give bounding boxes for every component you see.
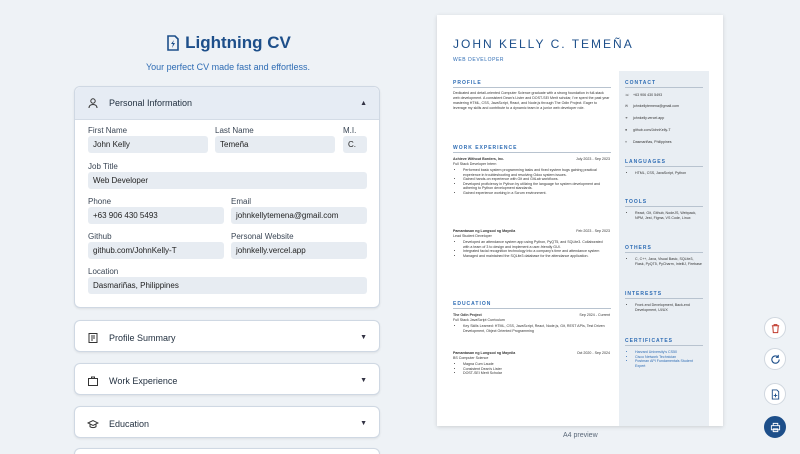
- cv-preview: [437, 15, 723, 426]
- list-item: • HTML, CSS, JavaScript, Python: [635, 171, 703, 176]
- cv-edu1-title: Full Stack JavaScript Curriculum: [453, 318, 505, 322]
- work-experience-header[interactable]: [75, 364, 379, 397]
- list-item: • Performed basic system programming tasks and fixed system bugs gaining practical experience in troubleshooting and resolving Odoo system issues.: [463, 168, 607, 177]
- work-experience-title: Work Experience: [109, 375, 178, 386]
- cv-contact-website: johnkelly.vercel.app: [633, 116, 665, 120]
- refresh-icon: [770, 354, 781, 365]
- github-input[interactable]: github.com/JohnKelly-T: [88, 242, 224, 259]
- list-item: • DOST-SEI Merit Scholar: [463, 371, 607, 376]
- divider: [625, 298, 703, 299]
- education-title: Education: [109, 418, 150, 429]
- cv-job2-date: Feb 2023 - Sep 2023: [576, 229, 610, 233]
- last-name-label: Last Name: [215, 126, 254, 135]
- divider: [625, 252, 703, 253]
- app-tagline: Your perfect CV made fast and effortless.: [145, 62, 311, 72]
- list-item[interactable]: • Cisco Network Technician: [635, 355, 703, 360]
- divider: [625, 166, 703, 167]
- caret-down-icon[interactable]: ▼: [360, 420, 367, 427]
- briefcase-icon: [87, 375, 99, 387]
- user-icon: [87, 97, 99, 109]
- divider: [453, 308, 611, 309]
- cv-name: JOHN KELLY C. TEMEÑA: [453, 37, 634, 51]
- first-name-label: First Name: [88, 126, 128, 135]
- work-experience-card[interactable]: [74, 363, 380, 395]
- list-item: • Gained hands-on experience with Git and GitLab workflows.: [463, 177, 607, 182]
- list-item: • Consistent Dean's Lister: [463, 367, 607, 372]
- list-item: • Key Skills Learned: HTML, CSS, JavaScript, React, Node.js, Git, REST APIs, Test Driven Development, Object Oriented Programming: [463, 324, 607, 333]
- list-item: • Developed an attendance system app using Python, PyQT5, and SQLite3. Collaborated with a team of 3 to design and implement a user-friendly GUI.: [463, 240, 607, 249]
- mi-input[interactable]: C.: [343, 136, 367, 153]
- list-item: • C, C++, Java, Visual Basic, SQLite3, Flask, PyQT5, PyCharm, IntelliJ, Firebase: [635, 257, 703, 266]
- github-label: Github: [88, 232, 112, 241]
- education-header[interactable]: [75, 407, 379, 440]
- app-title-text: Lightning CV: [185, 33, 291, 52]
- divider: [625, 87, 703, 88]
- phone-label: Phone: [88, 197, 112, 206]
- cv-contact-location: Dasmariñas, Philippines: [633, 140, 672, 144]
- cv-job2-bullets: [457, 240, 607, 258]
- cv-edu1-date: Sep 2024 - Current: [579, 313, 610, 317]
- cv-job1-date: July 2023 - Sep 2023: [576, 157, 610, 161]
- caret-up-icon[interactable]: ▲: [360, 99, 367, 107]
- brand: [0, 33, 456, 72]
- list-item: • Magna Cum Laude: [463, 362, 607, 367]
- mail-icon: ✉: [625, 104, 629, 108]
- cv-work-heading: WORK EXPERIENCE: [453, 145, 518, 151]
- divider: [453, 87, 611, 88]
- cv-languages-heading: LANGUAGES: [625, 159, 666, 165]
- website-input[interactable]: johnkelly.vercel.app: [231, 242, 367, 259]
- list-item: • Front-end Development, Back-end Development, UI/UX: [635, 303, 703, 312]
- lightning-doc-icon: [165, 35, 181, 51]
- mi-label: M.I.: [343, 126, 357, 135]
- cv-contact-heading: CONTACT: [625, 80, 657, 86]
- cv-job2-company: Pamantasan ng Lungsod ng Maynila: [453, 229, 516, 233]
- cv-contact-github: github.com/JohnKelly-T: [633, 128, 671, 132]
- phone-input[interactable]: +63 906 430 5493: [88, 207, 224, 224]
- list-item[interactable]: • Harvard University's CS50: [635, 350, 703, 355]
- cv-edu2-school: Pamantasan ng Lungsod ng Maynila: [453, 351, 516, 355]
- a4-preview-label: A4 preview: [563, 432, 598, 439]
- list-item[interactable]: • Postman API Fundamentals Student Expert: [635, 359, 703, 368]
- first-name-input[interactable]: John Kelly: [88, 136, 208, 153]
- cv-interests-heading: INTERESTS: [625, 291, 663, 297]
- cv-job2-title: Lead Student Developer: [453, 234, 492, 238]
- trash-icon: [770, 323, 781, 334]
- cv-certificates: [629, 350, 703, 368]
- location-input[interactable]: Dasmariñas, Philippines: [88, 277, 367, 294]
- divider: [625, 206, 703, 207]
- job-title-input[interactable]: Web Developer: [88, 172, 367, 189]
- cv-edu2-title: BS Computer Science: [453, 356, 489, 360]
- divider: [453, 152, 611, 153]
- phone-icon: ☏: [625, 93, 630, 97]
- list-item: • Gained experience working in a Scrum environment.: [463, 191, 607, 196]
- email-input[interactable]: johnkellytemena@gmail.com: [231, 207, 367, 224]
- divider: [625, 345, 703, 346]
- graduation-cap-icon: [87, 418, 99, 430]
- website-label: Personal Website: [231, 232, 294, 241]
- education-card[interactable]: [74, 406, 380, 438]
- job-title-label: Job Title: [88, 162, 118, 171]
- cv-languages: [629, 171, 703, 176]
- app-title: [165, 33, 291, 53]
- last-name-input[interactable]: Temeña: [215, 136, 335, 153]
- cv-contact-phone: +63 906 430 5493: [633, 93, 663, 97]
- printer-icon: [770, 422, 781, 433]
- next-section-card[interactable]: [74, 448, 380, 454]
- cv-job1-bullets: [457, 168, 607, 196]
- load-example-button[interactable]: [764, 383, 786, 405]
- cv-job1-company: Achieve Without Borders, Inc.: [453, 157, 505, 161]
- cv-job1-title: Full Stack Developer Intern: [453, 162, 497, 166]
- profile-summary-card[interactable]: [74, 320, 380, 352]
- location-icon: ⌖: [625, 140, 628, 144]
- cv-education-heading: EDUCATION: [453, 301, 492, 307]
- link-icon: ⚭: [625, 116, 629, 120]
- cv-edu1-bullets: [457, 324, 607, 333]
- cv-interests: [629, 303, 703, 312]
- cv-role: WEB DEVELOPER: [453, 57, 505, 63]
- email-label: Email: [231, 197, 252, 206]
- cv-contact-email: johnkellytemena@gmail.com: [633, 104, 679, 108]
- list-item: • Managed and maintained the SQLite3 database for the attendance application.: [463, 254, 607, 259]
- profile-summary-header[interactable]: [75, 321, 379, 354]
- file-plus-icon: [770, 389, 781, 400]
- location-label: Location: [88, 267, 119, 276]
- personal-info-title: Personal Information: [109, 98, 193, 108]
- personal-info-header[interactable]: [75, 87, 379, 120]
- cv-others: [629, 257, 703, 266]
- cv-profile-heading: PROFILE: [453, 80, 482, 86]
- reset-button[interactable]: [764, 348, 786, 370]
- cv-profile-text: Dedicated and detail-oriented Computer Science graduate with a strong foundation in full-stack web development. A consistent Dean's Lister and DOST-SEI Merit scholar, I've spent the past year mastering HTML, CSS, JavaScript, React, and Node.js through The Odin Project. Eager to leverage my skills and contribute to a dynamic team in a junior web developer role.: [453, 91, 610, 110]
- caret-down-icon[interactable]: ▼: [360, 334, 367, 341]
- list-item: • React, Git, Github, NodeJS, Webpack, NPM, Jest, Figma, VS Code, Linux: [635, 211, 703, 220]
- cv-edu1-school: The Odin Project: [453, 313, 482, 317]
- profile-summary-title: Profile Summary: [109, 332, 176, 343]
- print-button[interactable]: [764, 416, 786, 438]
- cv-edu2-date: Oct 2020 - Sep 2024: [576, 351, 610, 355]
- cv-others-heading: OTHERS: [625, 245, 652, 251]
- cv-edu2-bullets: [457, 362, 607, 376]
- list-item: • Developed proficiency in Python by utilizing the language for system development and adhering to Python development standards.: [463, 182, 607, 191]
- document-list-icon: [87, 332, 99, 344]
- personal-info-card: [74, 86, 380, 308]
- list-item: • Integrated facial recognition technology into a company's time and attendance system: [463, 249, 607, 254]
- caret-down-icon[interactable]: ▼: [360, 377, 367, 384]
- cv-tools: [629, 211, 703, 220]
- clear-button[interactable]: [764, 317, 786, 339]
- github-icon: ●: [625, 128, 628, 132]
- cv-tools-heading: TOOLS: [625, 199, 648, 205]
- cv-certificates-heading: CERTIFICATES: [625, 338, 674, 344]
